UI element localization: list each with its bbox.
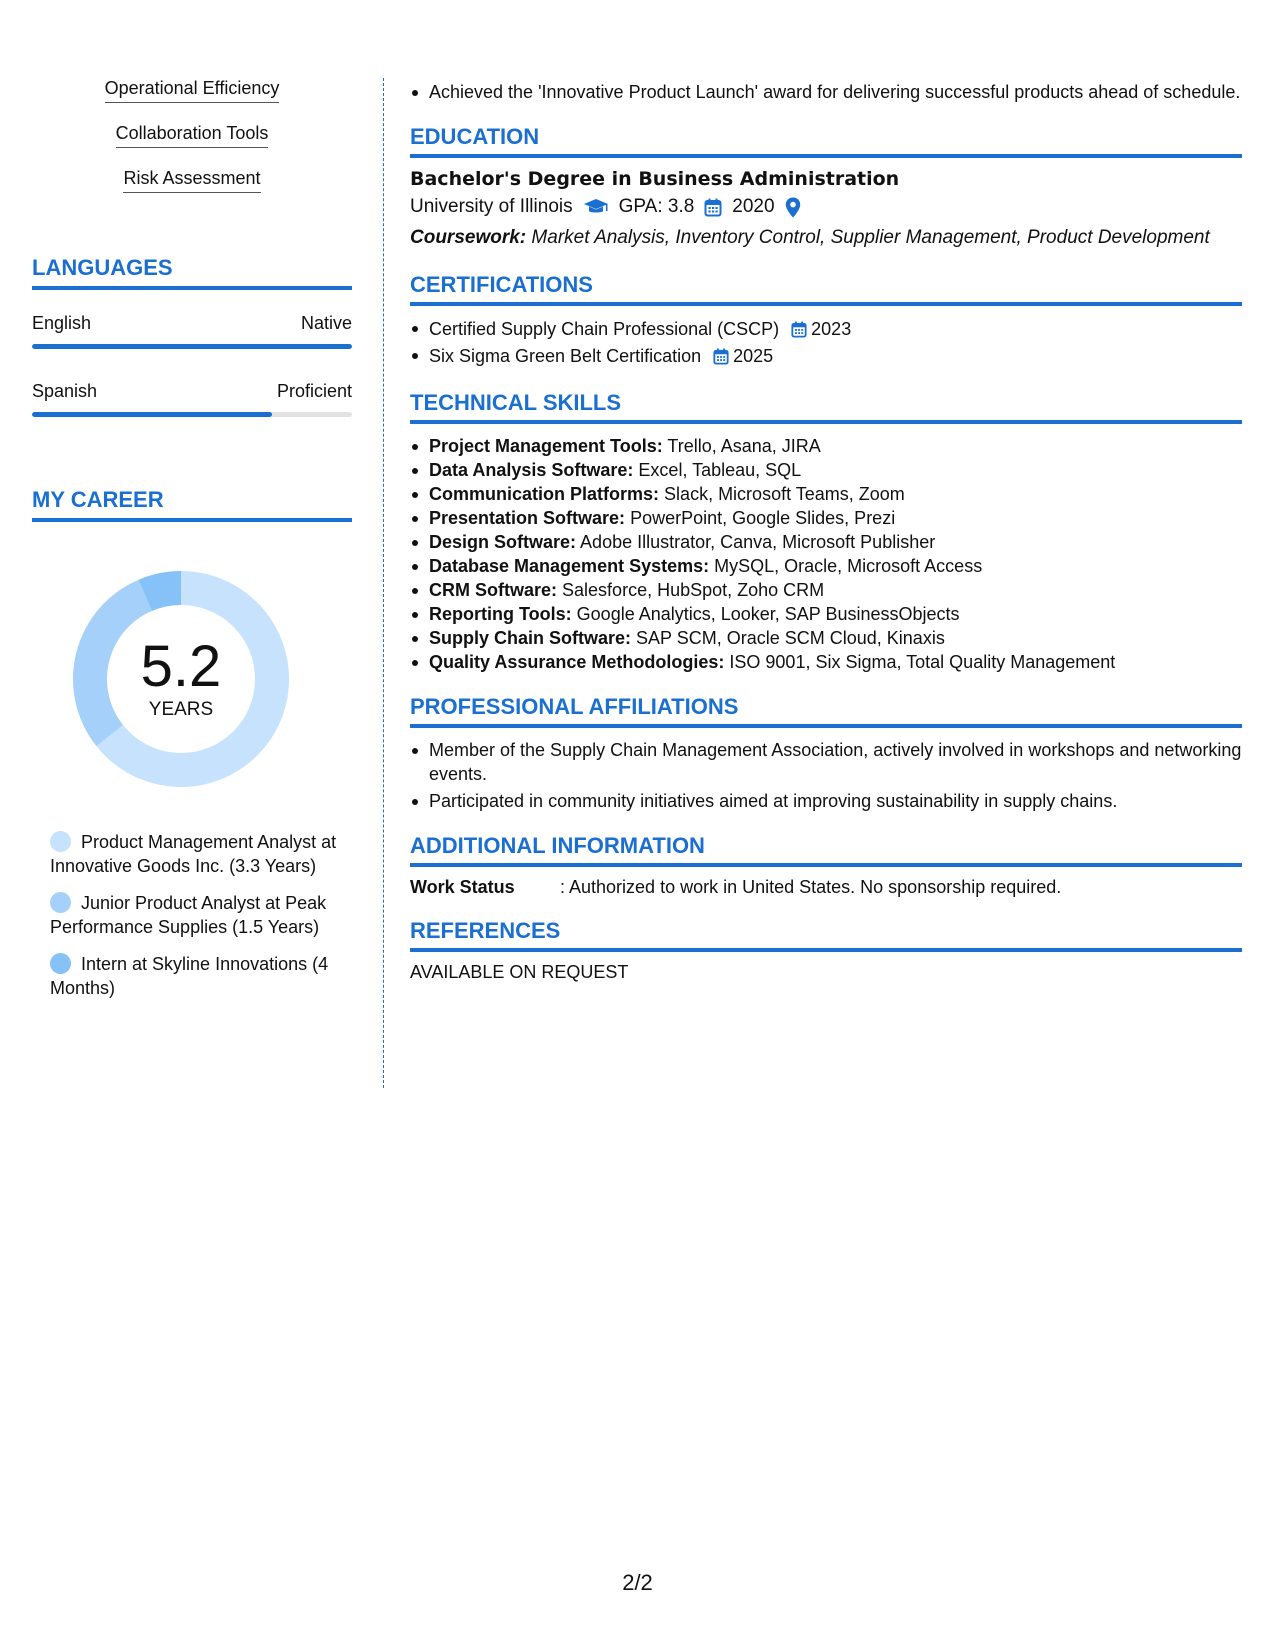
work-status-value: : Authorized to work in United States. No sponsorship required.: [560, 877, 1062, 897]
tech-skill-value: Slack, Microsoft Teams, Zoom: [664, 484, 905, 504]
school-name: University of Illinois: [410, 196, 573, 217]
degree-title: Bachelor's Degree in Business Administration: [410, 168, 900, 190]
certification-year: 2025: [733, 346, 774, 366]
affiliation-item: Member of the Supply Chain Management Association, actively involved in workshops and networking events.: [410, 738, 1242, 786]
left-column: [32, 78, 352, 1013]
career-item: [50, 952, 340, 1000]
career-total: 5.2: [140, 634, 222, 699]
tech-skill-item: [410, 578, 1242, 602]
language-item: [32, 313, 352, 349]
education-heading: EDUCATION: [410, 124, 1242, 158]
language-bar: [32, 344, 352, 349]
technical-skills-list: [410, 434, 1242, 674]
language-name: English: [32, 313, 92, 333]
certifications-list: [410, 316, 1242, 370]
tech-skill-value: Trello, Asana, JIRA: [667, 436, 821, 456]
work-status-label: Work Status: [410, 877, 515, 897]
calendar-icon: [704, 198, 722, 217]
skill-tag: Operational Efficiency: [105, 78, 280, 103]
career-label: Product Management Analyst at Innovative Goods Inc. (3.3 Years): [50, 832, 337, 876]
tech-skill-label: Data Analysis Software:: [429, 460, 634, 480]
graduation-year: 2020: [732, 196, 775, 217]
additional-info-heading: ADDITIONAL INFORMATION: [410, 833, 1242, 867]
certification-year: 2023: [811, 319, 852, 339]
tech-skill-value: MySQL, Oracle, Microsoft Access: [714, 556, 983, 576]
language-level: Native: [300, 313, 352, 333]
work-status-row: [410, 877, 1242, 898]
certification-name: Certified Supply Chain Professional (CSCP): [429, 319, 780, 339]
career-label: Intern at Skyline Innovations (4 Months): [50, 954, 329, 998]
calendar-icon: [713, 348, 729, 365]
tech-skill-value: Google Analytics, Looker, SAP BusinessObjects: [576, 604, 960, 624]
affiliations-list: [410, 738, 1242, 813]
language-item: [32, 381, 352, 417]
column-divider: [383, 78, 384, 1088]
language-level: Proficient: [276, 381, 352, 401]
tech-skill-item: [410, 506, 1242, 530]
skills-list: [32, 78, 352, 213]
language-bar-fill: [32, 344, 352, 349]
tech-skill-label: Communication Platforms:: [429, 484, 660, 504]
legend-dot: [50, 892, 71, 913]
certifications-heading: CERTIFICATIONS: [410, 272, 1242, 306]
tech-skill-item: [410, 554, 1242, 578]
certification-item: [410, 343, 1242, 370]
career-item: [50, 830, 340, 878]
certification-item: [410, 316, 1242, 343]
tech-skill-label: Supply Chain Software:: [429, 628, 632, 648]
gpa: GPA: 3.8: [618, 196, 695, 217]
career-label: Junior Product Analyst at Peak Performance Supplies (1.5 Years): [50, 893, 327, 937]
career-legend: [32, 830, 352, 1000]
skill-tag: Collaboration Tools: [116, 123, 269, 148]
right-column: [410, 80, 1242, 983]
tech-skill-label: CRM Software:: [429, 580, 558, 600]
achievement-bullet: Achieved the 'Innovative Product Launch' award for delivering successful products ahead of schedule.: [410, 80, 1242, 104]
affiliation-item: Participated in community initiatives aimed at improving sustainability in supply chains.: [410, 789, 1242, 813]
languages-heading: LANGUAGES: [32, 255, 352, 290]
tech-skill-item: [410, 602, 1242, 626]
career-unit: YEARS: [148, 699, 214, 720]
tech-skill-label: Project Management Tools:: [429, 436, 663, 456]
location-pin-icon: [785, 197, 801, 218]
tech-skill-item: [410, 626, 1242, 650]
references-heading: REFERENCES: [410, 918, 1242, 952]
experience-tail: [410, 80, 1242, 104]
education-entry: [410, 168, 1242, 250]
tech-skill-value: SAP SCM, Oracle SCM Cloud, Kinaxis: [636, 628, 945, 648]
tech-skill-label: Quality Assurance Methodologies:: [429, 652, 725, 672]
tech-skill-item: [410, 458, 1242, 482]
technical-skills-heading: TECHNICAL SKILLS: [410, 390, 1242, 424]
page-number: 2/2: [622, 1570, 653, 1595]
skill-tag: Risk Assessment: [123, 168, 260, 193]
tech-skill-item: [410, 434, 1242, 458]
language-name: Spanish: [32, 381, 98, 401]
tech-skill-label: Presentation Software:: [429, 508, 626, 528]
tech-skill-value: Salesforce, HubSpot, Zoho CRM: [562, 580, 825, 600]
calendar-icon: [791, 321, 807, 338]
career-donut: [66, 564, 296, 794]
language-bar: [32, 412, 352, 417]
legend-dot: [50, 831, 71, 852]
legend-dot: [50, 953, 71, 974]
tech-skill-label: Database Management Systems:: [429, 556, 710, 576]
tech-skill-value: Adobe Illustrator, Canva, Microsoft Publisher: [580, 532, 936, 552]
coursework: [410, 226, 1242, 250]
affiliations-heading: PROFESSIONAL AFFILIATIONS: [410, 694, 1242, 728]
graduation-cap-icon: [583, 198, 609, 216]
tech-skill-item: [410, 482, 1242, 506]
language-bar-fill: [32, 412, 272, 417]
tech-skill-value: Excel, Tableau, SQL: [638, 460, 802, 480]
coursework-list: Market Analysis, Inventory Control, Supplier Management, Product Development: [531, 227, 1210, 248]
tech-skill-item: [410, 650, 1242, 674]
coursework-label: Coursework:: [410, 227, 527, 248]
references-text: AVAILABLE ON REQUEST: [410, 962, 629, 982]
tech-skill-label: Reporting Tools:: [429, 604, 572, 624]
tech-skill-label: Design Software:: [429, 532, 577, 552]
career-item: [50, 891, 340, 939]
certification-name: Six Sigma Green Belt Certification: [429, 346, 702, 366]
career-heading: MY CAREER: [32, 487, 352, 522]
tech-skill-item: [410, 530, 1242, 554]
tech-skill-value: PowerPoint, Google Slides, Prezi: [630, 508, 896, 528]
tech-skill-value: ISO 9001, Six Sigma, Total Quality Management: [729, 652, 1116, 672]
